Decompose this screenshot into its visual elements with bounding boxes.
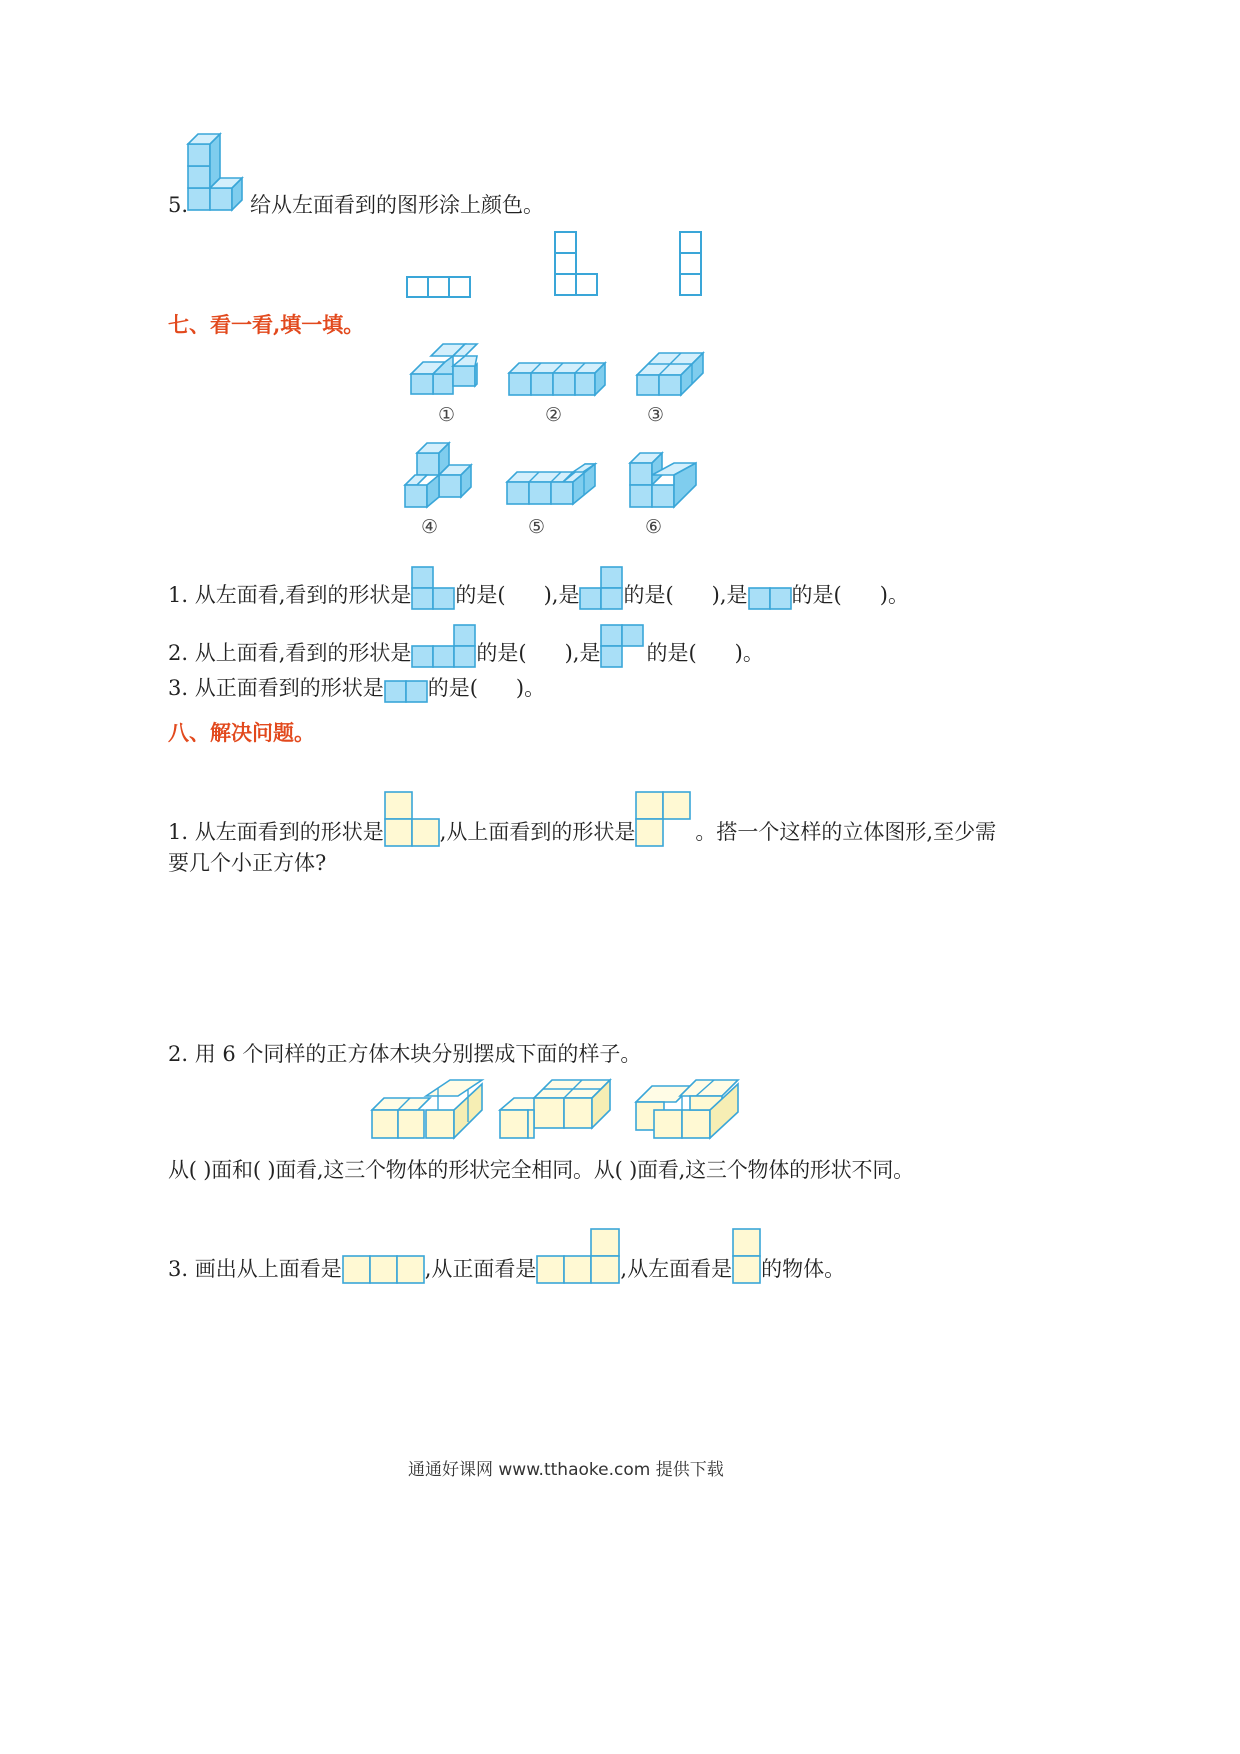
s7q2-shape-b xyxy=(600,624,644,668)
section7-q2 xyxy=(168,624,764,668)
s8q1-top-view-shape xyxy=(635,791,691,847)
s8q3-top-view-shape xyxy=(342,1255,425,1284)
figure-label-4: ④ xyxy=(421,516,439,538)
q5-number: 5. xyxy=(168,193,189,217)
s8q2-object-1 xyxy=(370,1078,486,1142)
s7q1-shape-c xyxy=(748,587,792,610)
s7q1-shape-a xyxy=(411,566,455,610)
s7q3-t2: )。 xyxy=(515,676,546,700)
page-footer: 通通好课网 www.tthaoke.com 提供下载 xyxy=(408,1460,724,1480)
s7q3-prefix: 3. 从正面看到的形状是 xyxy=(168,676,384,700)
s7q1-prefix: 1. 从左面看,看到的形状是 xyxy=(168,583,412,607)
section8-q2-text: 2. 用 6 个同样的正方体木块分别摆成下面的样子。 xyxy=(168,1042,642,1066)
figure-label-1: ① xyxy=(438,404,456,426)
figure-label-6: ⑥ xyxy=(645,516,663,538)
s7q1-shape-b xyxy=(579,566,623,610)
section8-q1-line2: 要几个小正方体? xyxy=(168,851,327,875)
figure-1 xyxy=(409,340,481,398)
s8q1-suffix: 。搭一个这样的立体图形,至少需 xyxy=(695,820,997,844)
s8q3-suffix: 的物体。 xyxy=(761,1257,846,1281)
q5-text: 给从左面看到的图形涂上颜色。 xyxy=(250,193,545,217)
section8-title: 八、解决问题。 xyxy=(168,720,315,745)
figure-label-5: ⑤ xyxy=(528,516,546,538)
s8q1-left-view-shape xyxy=(384,791,440,847)
s8q3-left-view-shape xyxy=(732,1228,761,1284)
section7-title: 七、看一看,填一填。 xyxy=(168,312,365,337)
section8-q2-answer-line: 从( )面和( )面看,这三个物体的形状完全相同。从( )面看,这三个物体的形状不同。 xyxy=(168,1158,914,1182)
s7q2-shape-a xyxy=(411,624,476,668)
q5-question xyxy=(168,190,544,220)
figure-label-3: ③ xyxy=(647,404,665,426)
figure-6 xyxy=(628,451,700,509)
s8q1-mid: ,从上面看到的形状是 xyxy=(439,820,636,844)
s7q1-t2: ),是 xyxy=(543,583,580,607)
s8q3-mid2: ,从左面看是 xyxy=(620,1257,733,1281)
section8-q1 xyxy=(168,791,996,847)
q5-option-column-of-three[interactable] xyxy=(679,231,704,297)
s7q2-t4: )。 xyxy=(734,641,764,665)
section8-q3 xyxy=(168,1228,845,1284)
s7q2-t1: 的是( xyxy=(476,641,527,665)
q5-option-l-shape[interactable] xyxy=(554,231,600,297)
s7q3-shape xyxy=(384,680,428,703)
s8q1-prefix: 1. 从左面看到的形状是 xyxy=(168,820,384,844)
q5-option-row-of-three[interactable] xyxy=(406,276,472,298)
figure-3 xyxy=(635,351,707,397)
figure-5 xyxy=(505,462,599,508)
s8q3-front-view-shape xyxy=(536,1228,620,1284)
s8q2-object-3 xyxy=(634,1078,742,1142)
section7-q1 xyxy=(168,566,909,610)
s8q3-prefix: 3. 画出从上面看是 xyxy=(168,1257,342,1281)
section7-q3 xyxy=(168,673,545,703)
s7q3-t1: 的是( xyxy=(427,676,478,700)
s8q2-object-2 xyxy=(498,1078,614,1142)
s7q2-t2: ),是 xyxy=(564,641,601,665)
s7q2-prefix: 2. 从上面看,看到的形状是 xyxy=(168,641,412,665)
figure-4 xyxy=(403,441,475,509)
s7q1-t3: 的是( xyxy=(623,583,674,607)
s7q1-t6: )。 xyxy=(879,583,909,607)
figure-2 xyxy=(507,361,609,397)
s7q1-t1: 的是( xyxy=(455,583,506,607)
figure-label-2: ② xyxy=(545,404,563,426)
s8q3-mid1: ,从正面看是 xyxy=(424,1257,537,1281)
s7q2-t3: 的是( xyxy=(646,641,697,665)
s7q1-t5: 的是( xyxy=(791,583,842,607)
s7q1-t4: ),是 xyxy=(711,583,748,607)
